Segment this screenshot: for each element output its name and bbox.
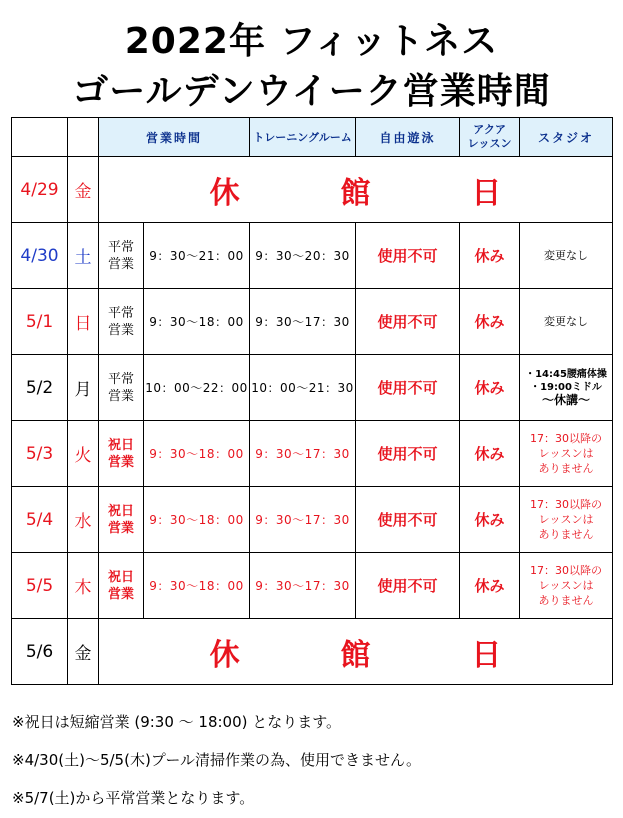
type-line1: 祝日	[107, 569, 134, 585]
table-row	[12, 355, 613, 421]
studio-line2: レッスンは	[538, 579, 594, 592]
swim-cell: 使用不可	[356, 223, 460, 289]
header-swim: 自由遊泳	[356, 118, 460, 157]
note-normal-resume: ※5/7(土)から平常営業となります。	[12, 789, 255, 807]
aqua-cell: 休み	[460, 421, 520, 487]
aqua-cell: 休み	[460, 223, 520, 289]
dow-cell: 水	[68, 487, 99, 553]
table-row	[12, 289, 613, 355]
studio-line3: ありません	[538, 528, 594, 541]
header-aqua-line1: アクア	[473, 123, 506, 136]
type-line1: 平常	[107, 371, 134, 387]
hours-cell: 10：00〜22：00	[144, 355, 250, 421]
type-line2: 営業	[107, 454, 134, 470]
closed-cell	[99, 619, 613, 685]
swim-cell: 使用不可	[356, 289, 460, 355]
swim-cell: 使用不可	[356, 553, 460, 619]
note-holiday-hours: ※祝日は短縮営業 (9:30 〜 18:00) となります。	[12, 713, 342, 731]
closed-cell	[99, 157, 613, 223]
schedule-table	[11, 117, 613, 685]
studio-line3: ありません	[538, 594, 594, 607]
training-cell: 9：30〜20：30	[250, 223, 356, 289]
type-cell	[99, 223, 144, 289]
dow-cell: 土	[68, 223, 99, 289]
closed-char: 休	[209, 637, 240, 673]
studio-line3: 〜休講〜	[542, 393, 591, 407]
closed-char: 日	[471, 637, 502, 673]
table-row	[12, 619, 613, 685]
date-cell: 5/1	[12, 289, 68, 355]
training-cell: 10：00〜21：30	[250, 355, 356, 421]
type-line1: 祝日	[107, 503, 134, 519]
dow-cell: 金	[68, 619, 99, 685]
training-cell: 9：30〜17：30	[250, 421, 356, 487]
swim-cell: 使用不可	[356, 487, 460, 553]
aqua-cell: 休み	[460, 487, 520, 553]
header-training: トレーニングルーム	[250, 118, 356, 157]
closed-char: 館	[340, 637, 371, 673]
training-cell: 9：30〜17：30	[250, 487, 356, 553]
type-line1: 平常	[107, 239, 134, 255]
date-cell: 5/3	[12, 421, 68, 487]
studio-line2: レッスンは	[538, 513, 594, 526]
table-row	[12, 157, 613, 223]
studio-cell	[520, 553, 613, 619]
type-line2: 営業	[107, 256, 134, 272]
type-line2: 営業	[107, 322, 134, 338]
closed-char: 日	[471, 175, 502, 211]
studio-cell: 変更なし	[520, 223, 613, 289]
title-line1: 2022年 フィットネス	[124, 21, 499, 62]
hours-cell: 9：30〜18：00	[144, 421, 250, 487]
header-hours: 営業時間	[99, 118, 250, 157]
swim-cell: 使用不可	[356, 421, 460, 487]
studio-cell	[520, 487, 613, 553]
table-row	[12, 487, 613, 553]
type-cell	[99, 289, 144, 355]
type-line2: 営業	[107, 520, 134, 536]
aqua-cell: 休み	[460, 553, 520, 619]
type-line1: 祝日	[107, 437, 134, 453]
dow-cell: 火	[68, 421, 99, 487]
type-cell	[99, 421, 144, 487]
studio-line1: 17：30以降の	[530, 432, 603, 445]
studio-line2: ・19:00ミドル	[530, 382, 602, 393]
closed-char: 休	[209, 175, 240, 211]
studio-line1: 17：30以降の	[530, 498, 603, 511]
studio-line1: ・14:45腰痛体操	[525, 369, 607, 380]
header-studio: スタジオ	[520, 118, 613, 157]
hours-cell: 9：30〜18：00	[144, 553, 250, 619]
header-aqua	[460, 118, 520, 157]
studio-line2: レッスンは	[538, 447, 594, 460]
date-cell: 5/6	[12, 619, 68, 685]
date-cell: 4/29	[12, 157, 68, 223]
dow-cell: 木	[68, 553, 99, 619]
training-cell: 9：30〜17：30	[250, 289, 356, 355]
type-line1: 平常	[107, 305, 134, 321]
header-aqua-line2: レッスン	[467, 137, 512, 150]
studio-cell	[520, 421, 613, 487]
date-cell: 5/2	[12, 355, 68, 421]
note-pool-cleaning: ※4/30(土)〜5/5(木)プール清掃作業の為、使用できません。	[12, 751, 421, 769]
hours-cell: 9：30〜21：00	[144, 223, 250, 289]
aqua-cell: 休み	[460, 289, 520, 355]
type-cell	[99, 487, 144, 553]
table-row	[12, 223, 613, 289]
training-cell: 9：30〜17：30	[250, 553, 356, 619]
table-row	[12, 421, 613, 487]
studio-cell: 変更なし	[520, 289, 613, 355]
dow-cell: 月	[68, 355, 99, 421]
type-cell	[99, 553, 144, 619]
date-cell: 4/30	[12, 223, 68, 289]
studio-cell	[520, 355, 613, 421]
table-row	[12, 553, 613, 619]
hours-cell: 9：30〜18：00	[144, 487, 250, 553]
dow-cell: 日	[68, 289, 99, 355]
aqua-cell: 休み	[460, 355, 520, 421]
date-cell: 5/5	[12, 553, 68, 619]
header-row	[12, 118, 613, 157]
header-empty-date	[12, 118, 68, 157]
dow-cell: 金	[68, 157, 99, 223]
date-cell: 5/4	[12, 487, 68, 553]
studio-line1: 17：30以降の	[530, 564, 603, 577]
hours-cell: 9：30〜18：00	[144, 289, 250, 355]
studio-line3: ありません	[538, 462, 594, 475]
title-line2: ゴールデンウイーク営業時間	[72, 71, 551, 112]
type-line2: 営業	[107, 586, 134, 602]
type-line2: 営業	[107, 388, 134, 404]
closed-char: 館	[340, 175, 371, 211]
swim-cell: 使用不可	[356, 355, 460, 421]
header-empty-dow	[68, 118, 99, 157]
type-cell	[99, 355, 144, 421]
